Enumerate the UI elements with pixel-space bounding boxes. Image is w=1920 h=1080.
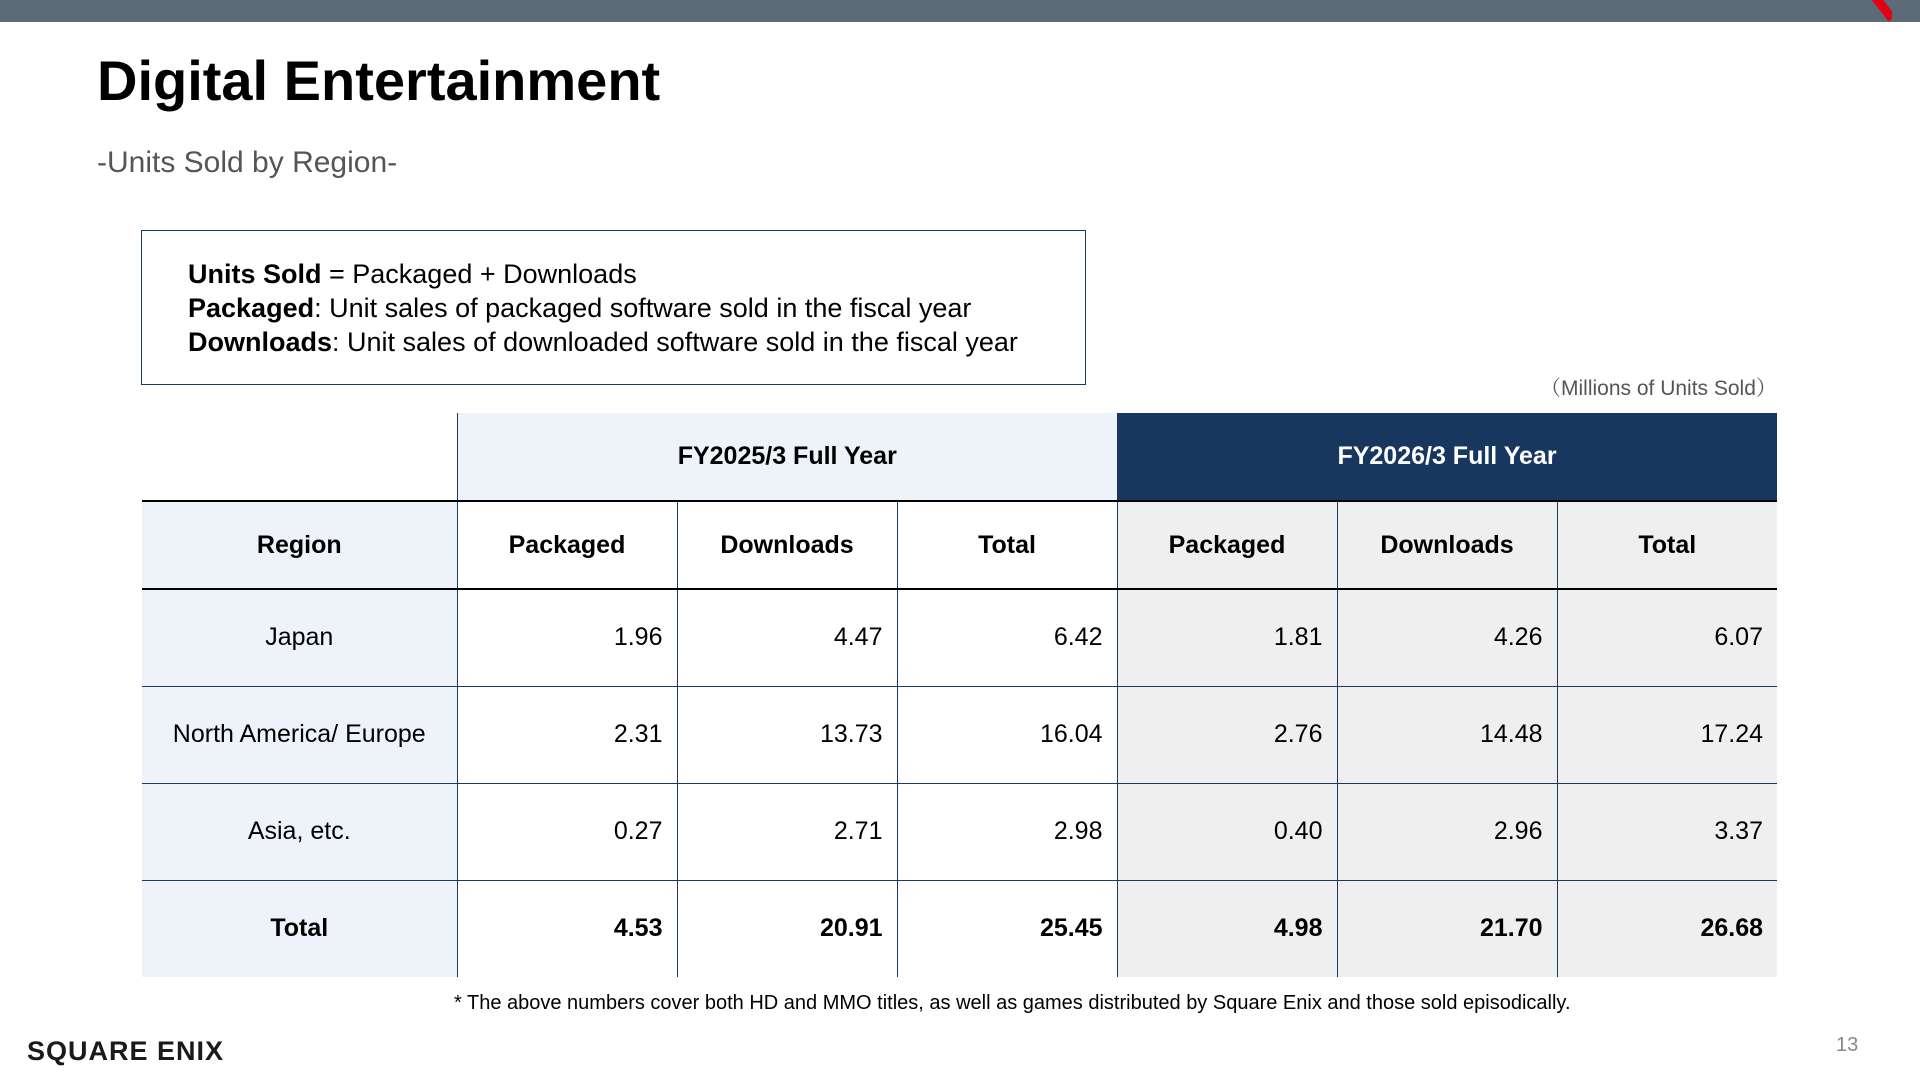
- value-cell: 1.96: [457, 589, 677, 686]
- region-cell: Japan: [142, 589, 457, 686]
- value-cell: 16.04: [897, 686, 1117, 783]
- value-cell: 20.91: [677, 880, 897, 977]
- col-header-downloads-fy2026: Downloads: [1337, 501, 1557, 589]
- definition-units-sold: Units Sold = Packaged + Downloads: [188, 259, 637, 289]
- value-cell: 25.45: [897, 880, 1117, 977]
- definitions-box: [141, 230, 1086, 385]
- brand-accent-stroke: [1862, 0, 1892, 24]
- col-header-total-fy2025: Total: [897, 501, 1117, 589]
- value-cell: 6.42: [897, 589, 1117, 686]
- value-cell: 2.31: [457, 686, 677, 783]
- col-header-downloads-fy2025: Downloads: [677, 501, 897, 589]
- page-subtitle: -Units Sold by Region-: [97, 146, 398, 179]
- units-note: （Millions of Units Sold）: [1540, 377, 1777, 400]
- footnote: * The above numbers cover both HD and MMO titles, as well as games distributed by Square Enix and those sold episodically.: [454, 992, 1571, 1014]
- region-cell: Asia, etc.: [142, 783, 457, 880]
- region-cell: North America/ Europe: [142, 686, 457, 783]
- region-cell: Total: [142, 880, 457, 977]
- square-enix-logo: SQUARE ENIX: [27, 1036, 225, 1066]
- value-cell: 4.26: [1337, 589, 1557, 686]
- page-number: 13: [1836, 1034, 1859, 1056]
- value-cell: 4.53: [457, 880, 677, 977]
- value-cell: 26.68: [1557, 880, 1777, 977]
- table-row: [142, 686, 1777, 783]
- value-cell: 2.71: [677, 783, 897, 880]
- page-title: Digital Entertainment: [97, 49, 661, 112]
- value-cell: 2.98: [897, 783, 1117, 880]
- value-cell: 4.47: [677, 589, 897, 686]
- value-cell: 3.37: [1557, 783, 1777, 880]
- value-cell: 0.40: [1117, 783, 1337, 880]
- table-row: [142, 783, 1777, 880]
- value-cell: 4.98: [1117, 880, 1337, 977]
- definition-packaged: Packaged: Unit sales of packaged software sold in the fiscal year: [188, 293, 972, 323]
- value-cell: 6.07: [1557, 589, 1777, 686]
- units-sold-table: [142, 413, 1777, 977]
- col-header-region: Region: [142, 501, 457, 589]
- table-row: [142, 589, 1777, 686]
- group-header-fy2026: FY2026/3 Full Year: [1117, 413, 1777, 501]
- value-cell: 2.76: [1117, 686, 1337, 783]
- value-cell: 0.27: [457, 783, 677, 880]
- group-header-fy2025: FY2025/3 Full Year: [457, 413, 1117, 501]
- top-bar: [0, 0, 1920, 22]
- value-cell: 17.24: [1557, 686, 1777, 783]
- col-header-packaged-fy2026: Packaged: [1117, 501, 1337, 589]
- value-cell: 13.73: [677, 686, 897, 783]
- definition-downloads: Downloads: Unit sales of downloaded software sold in the fiscal year: [188, 327, 1018, 357]
- col-header-total-fy2026: Total: [1557, 501, 1777, 589]
- value-cell: 2.96: [1337, 783, 1557, 880]
- col-header-packaged-fy2025: Packaged: [457, 501, 677, 589]
- table-row-total: [142, 880, 1777, 977]
- blank-header-cell: [142, 413, 457, 501]
- value-cell: 21.70: [1337, 880, 1557, 977]
- value-cell: 14.48: [1337, 686, 1557, 783]
- value-cell: 1.81: [1117, 589, 1337, 686]
